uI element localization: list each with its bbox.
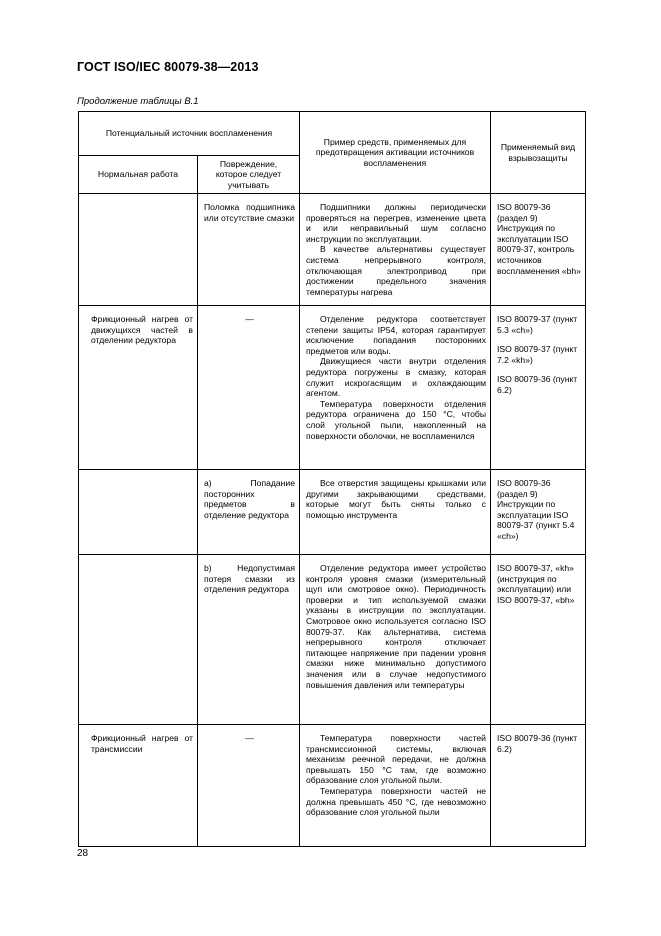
table-row: [79, 306, 586, 470]
table-caption: Продолжение таблицы B.1: [77, 96, 199, 107]
protection-cell: [491, 470, 586, 555]
normal-cell: [79, 555, 198, 725]
example-cell: [300, 194, 491, 306]
example-paragraph: Отделение редуктора имеет устройство контроля уровня смазки (измерительный щуп или смотровое окно). Периодичность проверки и тип используемой смазки указаны в инструкции по эксплуатации. Смотровое окно используется согласно ISO 80079-37. Как альтернатива, система непрерывного контроля отключает питающее напряжение при падении уровня смазки ниже минимально допустимого значения или в случае недопустимого повышения давления или температуры: [306, 563, 486, 690]
protection-text: ISO 80079-37 (пункт 7.2 «kh»): [497, 344, 578, 365]
damage-cell: b) Недопустимая потеря смазки из отделения редуктора: [198, 555, 300, 725]
example-paragraph: Температура поверхности частей не должна превышать 450 °С, где невозможно образование слоя угольной пыли: [306, 785, 486, 818]
damage-cell: —: [198, 306, 300, 470]
protection-text: ISO 80079-36 (раздел 9) Инструкция по эксплуатации ISO 80079-37, контроль источников воспламенения «bh»: [497, 202, 581, 276]
protection-text: ISO 80079-37, «kh» (инструкция по эксплуатации) или ISO 80079-37, «bh»: [497, 563, 575, 605]
normal-cell: [79, 470, 198, 555]
damage-cell: Поломка подшипника или отсутствие смазки: [198, 194, 300, 306]
example-paragraph: В качестве альтернативы существует система непрерывного контроля, отключающая электропривод при достижении предельного значения температуры нагрева: [306, 244, 486, 297]
normal-cell: Фрикционный нагрев от трансмиссии: [79, 725, 198, 847]
damage-cell: а) Попадание посторонних предметов в отделение редуктора: [198, 470, 300, 555]
protection-text: ISO 80079-36 (раздел 9) Инструкции по эксплуатации ISO 80079-37 (пункт 5.4 «ch»): [497, 478, 575, 541]
protection-cell: [491, 306, 586, 470]
example-paragraph: Все отверстия защищены крышками или другими закрывающими средствами, которые могут быть сняты только с помощью инструмента: [306, 478, 486, 520]
table-row: [79, 470, 586, 555]
example-paragraph: Движущиеся части внутри отделения редуктора погружены в смазку, которая служит искрогасящим и охлаждающим агентом.: [306, 356, 486, 399]
ignition-sources-table: [78, 111, 586, 847]
protection-text: ISO 80079-36 (пункт 6.2): [497, 374, 578, 395]
protection-cell: [491, 725, 586, 847]
protection-text: ISO 80079-36 (пункт 6.2): [497, 733, 578, 754]
page-number: 28: [77, 848, 89, 859]
example-cell: [300, 470, 491, 555]
header-normal: Нормальная работа: [79, 156, 198, 194]
protection-cell: [491, 555, 586, 725]
table-row: [79, 194, 586, 306]
example-paragraph: Температура поверхности отделения редуктора ограничена до 150 °С, чтобы слой угольной пыли, накопленный на поверхности оболочки, не воспламенился: [306, 398, 486, 441]
damage-cell: —: [198, 725, 300, 847]
header-example: Пример средств, применяемых для предотвращения активации источников воспламенения: [300, 112, 491, 194]
example-cell: [300, 306, 491, 470]
header-damage: Повреждение, которое следует учитывать: [198, 156, 300, 194]
example-paragraph: Подшипники должны периодически проверяться на перегрев, изменение цвета и или неправильный шум согласно инструкции по эксплуатации.: [306, 202, 486, 244]
normal-cell: [79, 194, 198, 306]
example-cell: [300, 555, 491, 725]
protection-text: ISO 80079-37 (пункт 5.3 «ch»): [497, 314, 578, 335]
protection-cell: [491, 194, 586, 306]
normal-cell: Фрикционный нагрев от движущихся частей в отделении редуктора: [79, 306, 198, 470]
example-cell: [300, 725, 491, 847]
header-source: Потенциальный источник воспламенения: [79, 112, 300, 156]
header-protection: Применяемый вид взрывозащиты: [491, 112, 586, 194]
example-paragraph: Температура поверхности частей трансмиссионной системы, включая механизм реечной передачи, не должна превышать 150 °С там, где возможно образование слоя угольной пыли.: [306, 733, 486, 786]
table-row: [79, 555, 586, 725]
document-title: ГОСТ ISO/IEC 80079-38—2013: [77, 60, 259, 74]
table-row: [79, 725, 586, 847]
example-paragraph: Отделение редуктора соответствует степени защиты IP54, которая гарантирует исключение попадания посторонних предметов или воды.: [306, 314, 486, 356]
